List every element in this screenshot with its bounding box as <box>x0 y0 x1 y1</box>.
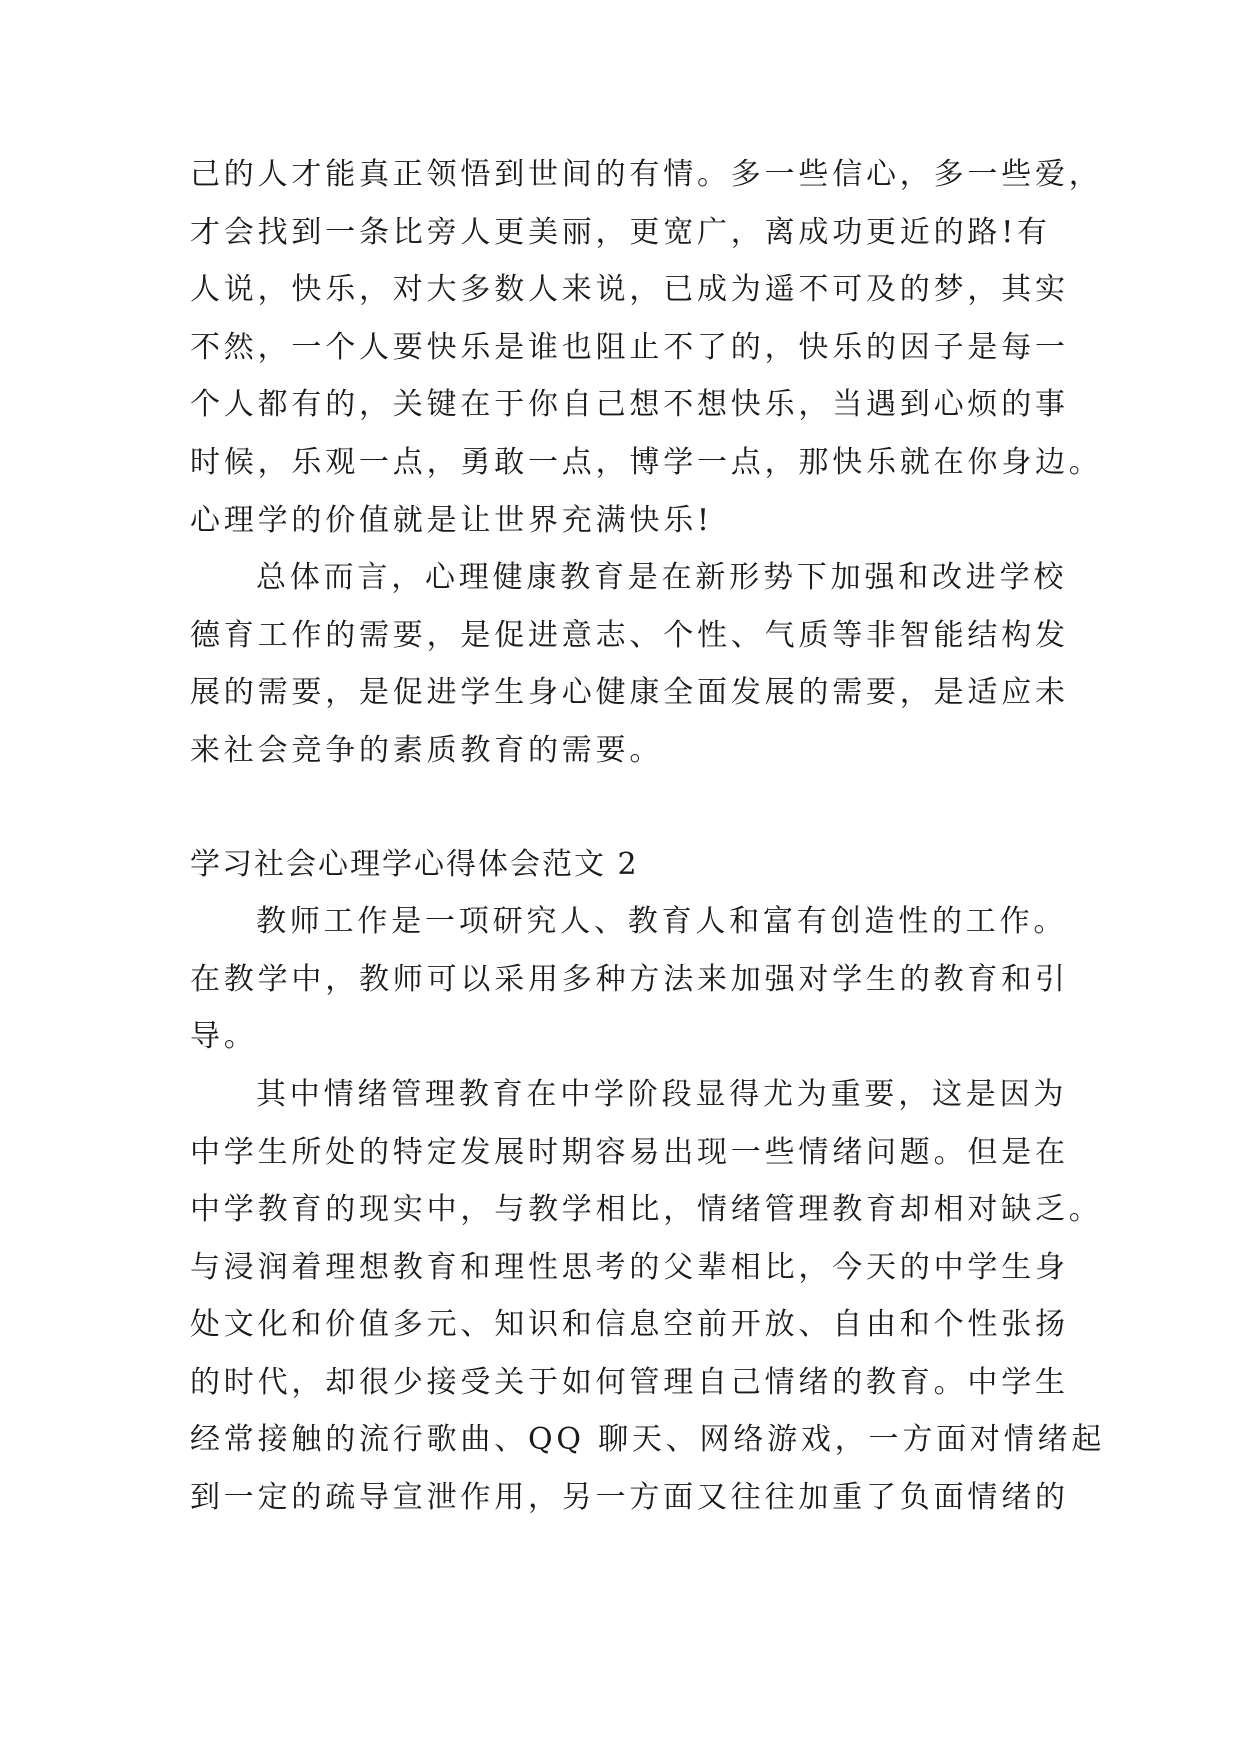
document-body <box>190 146 1106 1527</box>
paragraph-line: 才会找到一条比旁人更美丽，更宽广，离成功更近的路!有 <box>190 214 1051 250</box>
paragraph-line: 己的人才能真正领悟到世间的有情。多一些信心，多一些爱， <box>190 157 1103 192</box>
paragraph-line: 总体而言，心理健康教育是在新形势下加强和改进学校 <box>256 560 1068 596</box>
paragraph-line: 在教学中，教师可以采用多种方法来加强对学生的教育和引 <box>190 961 1069 997</box>
paragraph-line: 不然，一个人要快乐是谁也阻止不了的，快乐的因子是每一 <box>190 329 1069 365</box>
section-spacer <box>190 780 1060 836</box>
paragraph-line: 展的需要，是促进学生身心健康全面发展的需要，是适应未 <box>190 675 1069 711</box>
paragraph-line: 其中情绪管理教育在中学阶段显得尤为重要，这是因为 <box>256 1076 1068 1112</box>
paragraph-line: 到一定的疏导宣泄作用，另一方面又往往加重了负面情绪的 <box>190 1480 1069 1516</box>
paragraph-line: 教师工作是一项研究人、教育人和富有创造性的工作。 <box>256 904 1068 940</box>
section-heading: 学习社会心理学心得体会范文 2 <box>190 846 639 882</box>
paragraph-line: 人说，快乐，对大多数人来说，已成为遥不可及的梦，其实 <box>190 272 1069 308</box>
paragraph-2 <box>190 549 1069 779</box>
paragraph-line: 心理学的价值就是让世界充满快乐! <box>190 502 713 538</box>
paragraph-4 <box>190 1066 1106 1527</box>
paragraph-line: 个人都有的，关键在于你自己想不想快乐，当遇到心烦的事 <box>190 387 1069 423</box>
paragraph-line: 中学生所处的特定发展时期容易出现一些情绪问题。但是在 <box>190 1134 1069 1170</box>
paragraph-3 <box>190 893 1069 1066</box>
paragraph-line: 处文化和价值多元、知识和信息空前开放、自由和个性张扬 <box>190 1307 1069 1343</box>
paragraph-line: 德育工作的需要，是促进意志、个性、气质等非智能结构发 <box>190 617 1069 653</box>
paragraph-line: 时候，乐观一点，勇敢一点，博学一点，那快乐就在你身边。 <box>190 444 1103 480</box>
paragraph-line: 中学教育的现实中，与教学相比，情绪管理教育却相对缺乏。 <box>190 1192 1103 1228</box>
paragraph-line: 与浸润着理想教育和理性思考的父辈相比，今天的中学生身 <box>190 1249 1069 1285</box>
paragraph-1 <box>190 146 1103 549</box>
paragraph-line: 的时代，却很少接受关于如何管理自己情绪的教育。中学生 <box>190 1364 1069 1400</box>
paragraph-line: 导。 <box>190 1019 258 1055</box>
paragraph-line: 经常接触的流行歌曲、QQ 聊天、网络游戏，一方面对情绪起 <box>190 1422 1106 1458</box>
paragraph-line: 来社会竞争的素质教育的需要。 <box>190 732 664 768</box>
